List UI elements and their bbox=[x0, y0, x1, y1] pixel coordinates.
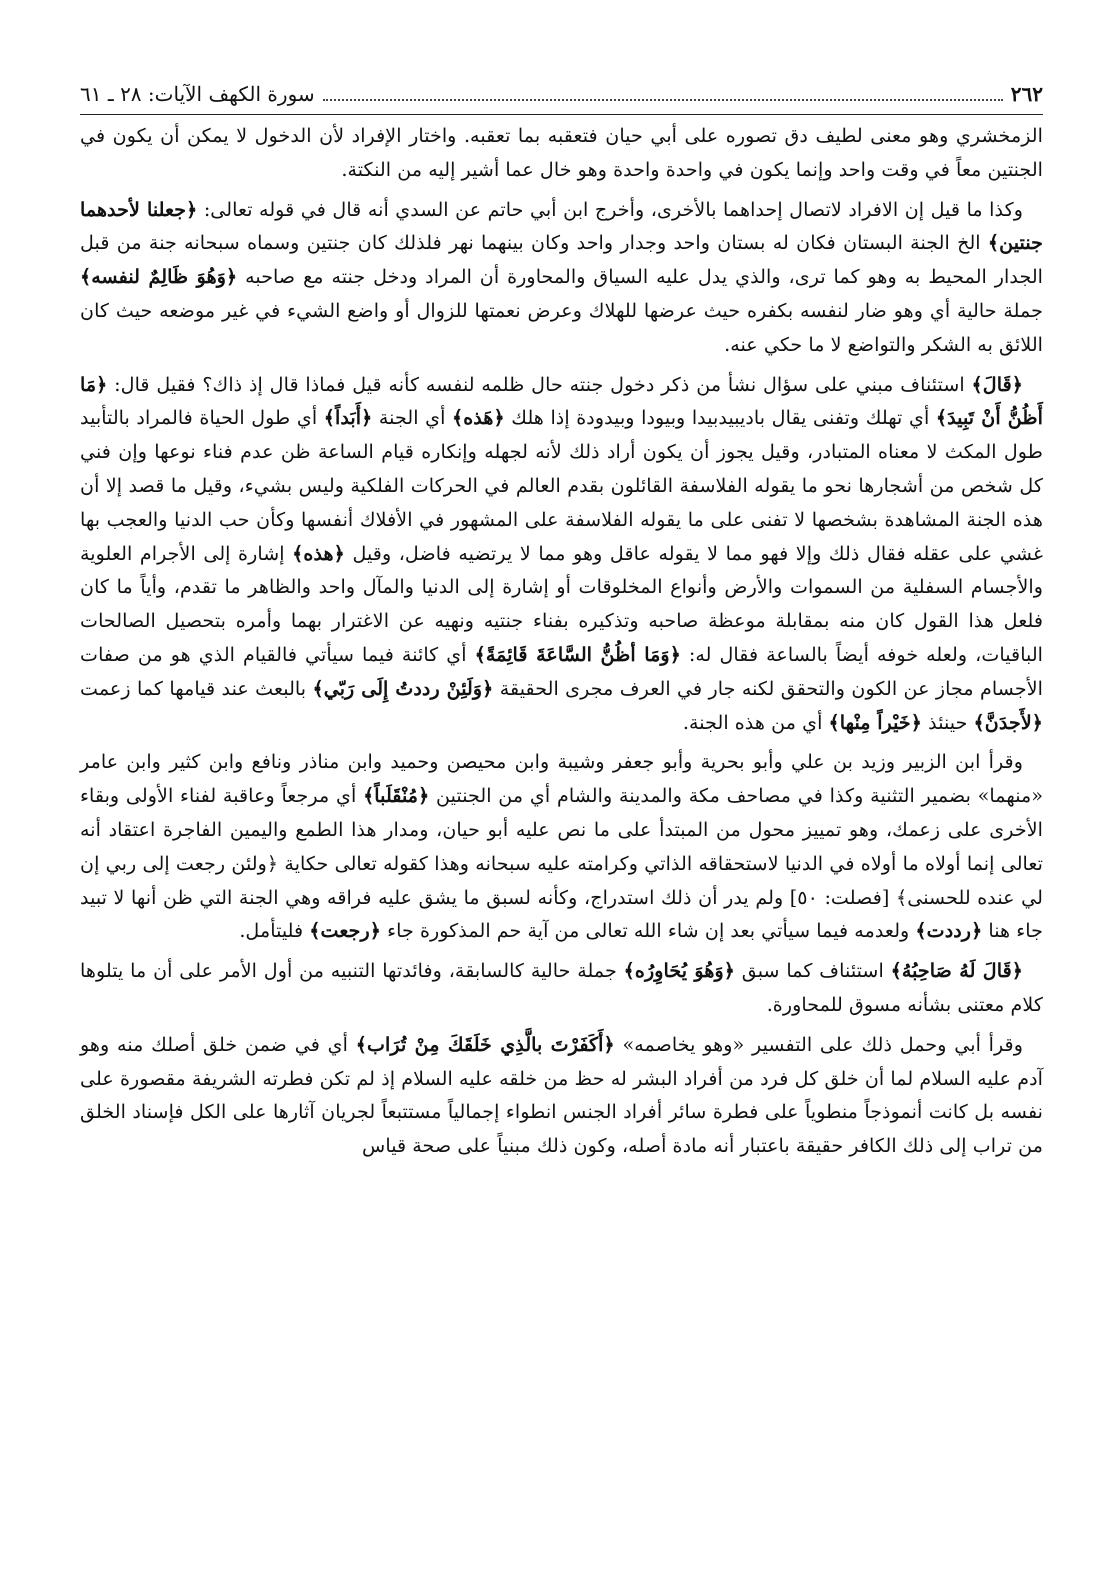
text-run: الخ الجنة البستان فكان له بستان واحد وجدار واحد وكان بينهما نهر فلذلك كان جنتين وسماه سبحانه جنة من قبل الجدار المحيط به وهو كما ترى، والذي يدل عليه السياق والمحاورة أن المراد ودخل جنته مع صاحبه bbox=[80, 231, 1044, 289]
text-run: إشارة إلى الأجرام العلوية والأجسام السفلية من السموات والأرض وأنواع المخلوقات أو إشارة إلى الدنيا والمآل واحد والظاهر ما تقدم، وأياً ما كان فلعل هذا القول كان منه بمقابلة موعظة صاحبه وتذكيره بفناء جنتيه ونهيه عن الاغترار بهما وأمره بتحصيل الصالحات الباقيات، ولعله خوفه أيضاً بالساعة فقال له: bbox=[80, 541, 1044, 666]
running-title: سورة الكهف الآيات: ٢٨ ـ ٦١ bbox=[80, 82, 315, 106]
quran-quote: ﴿جعلنا لأحدهما جنتين﴾ bbox=[80, 197, 1043, 255]
text-run: ولعدمه فيما سيأتي بعد إن شاء الله تعالى من آية حم المذكورة جاء bbox=[381, 919, 916, 943]
text-run: استئناف مبني على سؤال نشأ من ذكر دخول جنته حال ظلمه لنفسه كأنه قيل فماذا قال إذ ذاك؟ فقيل قال: bbox=[107, 372, 972, 396]
quran-quote: ﴿وَلَئِنْ رددتُ إِلَى رَبّي﴾ bbox=[312, 676, 494, 700]
text-run: فليتأمل. bbox=[239, 919, 310, 943]
text-run: وقرأ أبي وحمل ذلك على التفسير «وهو يخاصمه» bbox=[614, 1032, 1023, 1056]
text-run: أي مرجعاً وعاقبة لفناء الأولى وبقاء الأخرى على زعمك، وهو تمييز محول من المبتدأ على ما نص عليه أبو حيان، ومدار هذا الطمع واليمين الفاجرة اعتقاد أنه تعالى إنما أولاه ما أولاه في الدنيا لاستحقاقه الذاتي وكرامته عليه سبحانه وهذا كقوله تعالى حكاية bbox=[80, 784, 1043, 875]
text-run: أي الجنة bbox=[372, 406, 452, 430]
quran-quote: ﴿وَمَا أظُنُّ السَّاعَةَ قَائِمَةً﴾ bbox=[474, 642, 681, 666]
quran-quote: ﴿وَهُوَ ظَالِمٌ لنفسه﴾ bbox=[80, 265, 238, 289]
text-run: بالبعث عند قيامها كما زعمت bbox=[80, 676, 313, 700]
header-rule bbox=[80, 114, 1043, 115]
quran-quote: ﴿هذه﴾ bbox=[292, 541, 345, 565]
quran-quote: ﴿رجعت﴾ bbox=[309, 919, 382, 943]
quran-quote: ﴿مَا أَظُنُّ أَنْ تَبِيدَ﴾ bbox=[80, 372, 1043, 430]
page bbox=[80, 82, 1043, 1163]
text-run: أي تهلك وتفنى يقال باديبيدبيدا وبيودا وبيدودة إذا هلك bbox=[504, 406, 936, 430]
text-run: جملة حالية أي وهو ضار لنفسه بكفره حيث عرضها للهلاك وعرض نعمتها للزوال أو واضع الشيء في غير موضعه حيث كان اللائق به الشكر والتواضع لا ما حكي عنه. bbox=[80, 298, 1043, 356]
text-run: حينئذ bbox=[922, 710, 974, 734]
quran-quote: ﴿رددت﴾ bbox=[915, 919, 983, 943]
text-run: أي من هذه الجنة. bbox=[682, 710, 829, 734]
quran-quote: ﴿هَذه﴾ bbox=[452, 406, 505, 430]
paragraph bbox=[80, 745, 1043, 948]
quran-quote: ﴿لأَجدَنَّ﴾ bbox=[973, 710, 1043, 734]
quran-quote: ﴿قَالَ﴾ bbox=[971, 372, 1023, 396]
paragraph bbox=[80, 193, 1043, 362]
text-run: أي في ضمن خلق أصلك منه وهو آدم عليه السلام لما أن خلق كل فرد من أفراد البشر له حظ من خلقه عليه السلام إذ لم تكن فطرته الشريفة مقصورة على نفسه بل كانت أنموذجاً منطوياً على فطرة سائر أفراد الجنس انطواء إجمالياً مستتبعاً لجريان آثارها على الكل فإسناد الخلق من تراب إلى ذلك الكافر حقيقة باعتبار أنه مادة أصله، وكون ذلك مبنياً على صحة قياس bbox=[80, 1032, 1043, 1158]
paragraph bbox=[80, 368, 1043, 740]
quran-quote: ﴿وَهُوَ يُحَاوِرُه﴾ bbox=[623, 959, 735, 983]
body-text bbox=[80, 119, 1043, 1163]
text-run: الزمخشري وهو معنى لطيف دق تصوره على أبي حيان فتعقبه بما تعقبه. واختار الإفراد لأن الدخول لا يمكن أن يكون في الجنتين معاً في وقت واحد وإنما يكون في واحدة واحدة وهو خال عما أشير إليه من النكتة. bbox=[80, 124, 1043, 181]
text-run: جملة حالية كالسابقة، وفائدتها التنبيه من أول الأمر على أن ما يتلوها كلام معتنى بشأنه مسوق للمحاورة. bbox=[80, 959, 1043, 1016]
quran-quote: ﴿قَالَ لَهُ صَاحِبُهُ﴾ bbox=[890, 959, 1023, 983]
paragraph bbox=[80, 954, 1043, 1022]
text-run: ولم يدر أن ذلك استدراج، وكأنه لسبق ما يشق عليه فراقه وهي الجنة التي ظن أنها لا تبيد جاء هنا bbox=[80, 885, 1043, 943]
text-run: وكذا ما قيل إن الافراد لاتصال إحداهما بالأخرى، وأخرج ابن أبي حاتم عن السدي أنه قال في قوله تعالى: bbox=[197, 197, 1023, 221]
text-run: استئناف كما سبق bbox=[734, 959, 891, 983]
paragraph bbox=[80, 119, 1043, 187]
text-run: ﴿ولئن رجعت إلى ربي إن لي عنده للحسنى﴾ [فصلت: ٥٠] bbox=[80, 851, 1044, 909]
quran-quote: ﴿خَيْراً مِنْها﴾ bbox=[828, 710, 923, 734]
text-run: أي كائنة فيما سيأتي فالقيام الذي هو من صفات الأجسام مجاز عن الكون والتحقق لكنه جار في العرف مجرى الحقيقة bbox=[80, 642, 1043, 700]
quran-quote: ﴿أَكَفَرْتَ بالَّذِي خَلَقَكَ مِنْ تُرَاب﴾ bbox=[355, 1032, 615, 1056]
text-run: أي طول الحياة فالمراد بالتأبيد طول المكث لا معناه المتبادر، وقيل يجوز أن يكون أراد ذلك لأنه لجهله وإنكاره قيام الساعة ظن عدم فناء نوعها وإن فني كل شخص من أشجارها نحو ما يقوله الفلاسفة القائلون بقدم العالم في الحركات الفلكية وليس بشيء، وقيل ما قصد إلا أن هذه الجنة المشاهدة بشخصها لا تفنى على ما يقوله الفلاسفة على المشهور في الأفلاك أنفسها وكأن حب الدنيا والعجب بها غشي على عقله فقال ذلك وإلا فهو مما لا يقوله عاقل وهو مما لا يرتضيه فاضل، وقيل bbox=[80, 406, 1043, 565]
leader-dots bbox=[323, 85, 1003, 101]
text-run: وقرأ ابن الزبير وزيد بن علي وأبو بحرية وأبو جعفر وشيبة وابن محيصن وحميد وابن مناذر ونافع وابن كثير وابن عامر «منهما» بضمير التثنية وكذا في مصاحف مكة والمدينة والشام أي من الجنتين bbox=[80, 750, 1043, 808]
page-number: ٢٦٢ bbox=[1010, 82, 1043, 106]
quran-quote: ﴿أَبَداً﴾ bbox=[323, 406, 373, 430]
quran-quote: ﴿مُنْقَلَباً﴾ bbox=[363, 784, 430, 808]
running-header bbox=[80, 82, 1043, 112]
paragraph bbox=[80, 1028, 1043, 1163]
